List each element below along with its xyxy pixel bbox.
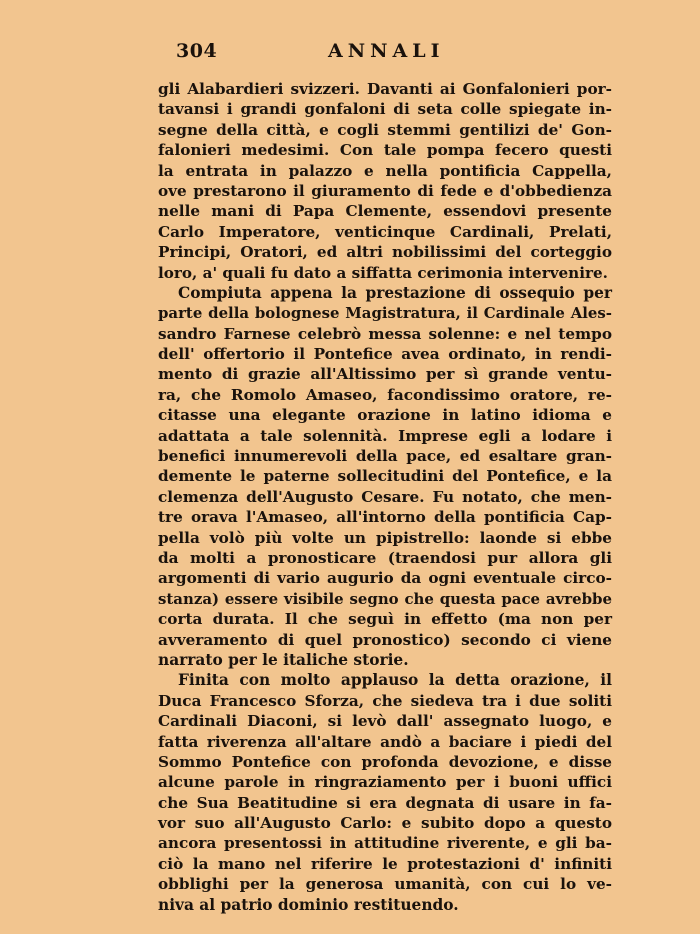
text-line: stanza) essere visibile segno che questa pace avrebbe bbox=[158, 589, 612, 608]
text-line: sandro Farnese celebrò messa solenne: e nel tempo bbox=[158, 324, 612, 343]
text-line: benefici innumerevoli della pace, ed esaltare gran- bbox=[158, 447, 612, 466]
text-line: obblighi per la generosa umanità, con cui lo ve- bbox=[158, 875, 612, 894]
text-line: Sommo Pontefice con profonda devozione, e disse bbox=[158, 752, 612, 771]
text-line: clemenza dell'Augusto Cesare. Fu notato, che men- bbox=[158, 487, 612, 506]
text-line: da molti a pronosticare (traendosi pur allora gli bbox=[158, 548, 612, 567]
text-line: Compiuta appena la prestazione di ossequio per bbox=[178, 283, 612, 302]
text-line: narrato per le italiche storie. bbox=[158, 650, 409, 669]
text-line: adattata a tale solennità. Imprese egli a lodare i bbox=[158, 426, 612, 445]
text-line: falonieri medesimi. Con tale pompa fecero questi bbox=[158, 141, 612, 160]
text-line: Carlo Imperatore, venticinque Cardinali, Prelati, bbox=[158, 222, 612, 241]
text-line: ancora presentossi in attitudine riverente, e gli ba- bbox=[158, 834, 612, 853]
text-line: avveramento di quel pronostico) secondo ci viene bbox=[158, 630, 612, 649]
text-line: segne della città, e cogli stemmi gentilizi de' Gon- bbox=[158, 120, 612, 139]
text-line: alcune parole in ringraziamento per i buoni uffici bbox=[158, 773, 612, 792]
text-line: tavansi i grandi gonfaloni di seta colle spiegate in- bbox=[158, 100, 612, 119]
text-line: corta durata. Il che seguì in effetto (ma non per bbox=[158, 610, 612, 629]
text-line: pella volò più volte un pipistrello: laonde si ebbe bbox=[158, 528, 612, 547]
text-line: gli Alabardieri svizzeri. Davanti ai Gonfalonieri por- bbox=[158, 80, 612, 98]
text-line: ra, che Romolo Amaseo, facondissimo oratore, re- bbox=[158, 385, 612, 404]
text-line: Cardinali Diaconi, si levò dall' assegnato luogo, e bbox=[158, 712, 612, 731]
text-line: loro, a' quali fu dato a siffatta cerimonia intervenire. bbox=[158, 263, 608, 282]
body-text bbox=[158, 79, 612, 915]
text-line: la entrata in palazzo e nella pontificia Cappella, bbox=[158, 161, 612, 180]
text-line: niva al patrio dominio restituendo. bbox=[158, 895, 459, 914]
running-head: ANNALI bbox=[328, 40, 445, 62]
page-header bbox=[158, 40, 612, 70]
text-line: mento di grazie all'Altissimo per sì grande ventu- bbox=[158, 365, 612, 384]
text-line: vor suo all'Augusto Carlo: e subito dopo a questo bbox=[158, 814, 612, 833]
text-line: Principi, Oratori, ed altri nobilissimi del corteggio bbox=[158, 243, 612, 262]
text-line: ove prestarono il giuramento di fede e d'obbedienza bbox=[158, 181, 612, 200]
text-line: che Sua Beatitudine si era degnata di usare in fa- bbox=[158, 793, 612, 812]
page-number: 304 bbox=[176, 40, 218, 62]
text-line: dell' offertorio il Pontefice avea ordinato, in rendi- bbox=[158, 345, 612, 364]
text-line: demente le paterne sollecitudini del Pontefice, e la bbox=[158, 467, 612, 486]
text-line: Finita con molto applauso la detta orazione, il bbox=[178, 671, 612, 690]
text-line: tre orava l'Amaseo, all'intorno della pontificia Cap- bbox=[158, 508, 612, 527]
text-line: argomenti di vario augurio da ogni eventuale circo- bbox=[158, 569, 612, 588]
text-line: ciò la mano nel riferire le protestazioni d' infiniti bbox=[158, 854, 612, 873]
text-line: nelle mani di Papa Clemente, essendovi presente bbox=[158, 202, 612, 221]
text-line: parte della bolognese Magistratura, il Cardinale Ales- bbox=[158, 304, 612, 323]
text-line: fatta riverenza all'altare andò a baciare i piedi del bbox=[158, 732, 612, 751]
text-line: citasse una elegante orazione in latino idioma e bbox=[158, 406, 612, 425]
text-line: Duca Francesco Sforza, che siedeva tra i due soliti bbox=[158, 691, 612, 710]
